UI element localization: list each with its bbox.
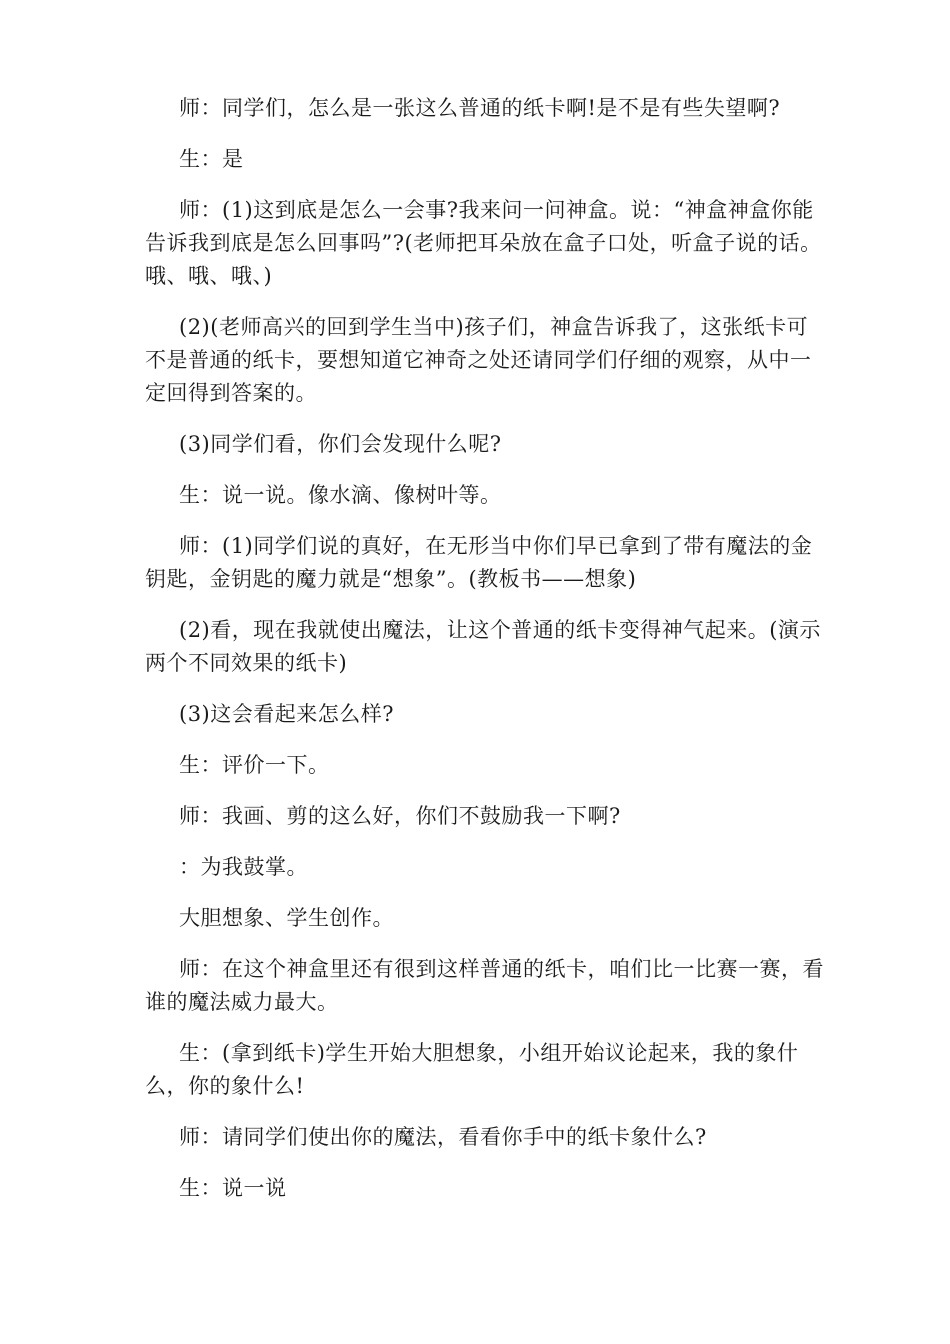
paragraph-student-evaluate: 生：评价一下。 <box>179 753 330 777</box>
document-body <box>145 92 825 1223</box>
paragraph-how-look: (3)这会看起来怎么样? <box>179 702 395 726</box>
paragraph-observe-question: (3)同学们看，你们会发现什么呢? <box>179 432 502 456</box>
paragraph-applause: ：为我鼓掌。 <box>179 855 308 879</box>
paragraph-teacher-ask-box: 师：(1)这到底是怎么一会事?我来问一问神盒。说：“神盒神盒你能告诉我到底是怎么回事吗”?(老师把耳朵放在盒子口处，听盒子说的话。哦、哦、哦、) <box>145 198 822 288</box>
paragraph-student-describe: 生：说一说。像水滴、像树叶等。 <box>179 483 502 507</box>
paragraph-teacher-contest: 师：在这个神盒里还有很到这样普通的纸卡，咱们比一比赛一赛，看谁的魔法威力最大。 <box>145 957 824 1014</box>
paragraph-student-answer: 生：是 <box>179 147 244 171</box>
paragraph-teacher-question: 师：同学们，怎么是一张这么普通的纸卡啊!是不是有些失望啊? <box>179 96 781 120</box>
paragraph-student-discussion: 生：(拿到纸卡)学生开始大胆想象，小组开始议论起来，我的象什么，你的象什么! <box>145 1041 799 1098</box>
paragraph-teacher-imagination: 师：(1)同学们说的真好，在无形当中你们早已拿到了带有魔法的金钥匙，金钥匙的魔力就是“想象”。(教板书——想象) <box>145 534 813 591</box>
paragraph-teacher-box-answer: (2)(老师高兴的回到学生当中)孩子们，神盒告诉我了，这张纸卡可不是普通的纸卡，要想知道它神奇之处还请同学们仔细的观察，从中一定回得到答案的。 <box>145 315 812 405</box>
paragraph-teacher-demo: (2)看，现在我就使出魔法，让这个普通的纸卡变得神气起来。(演示两个不同效果的纸卡) <box>145 618 821 675</box>
paragraph-student-share: 生：说一说 <box>179 1176 287 1200</box>
paragraph-teacher-magic: 师：请同学们使出你的魔法，看看你手中的纸卡象什么? <box>179 1125 707 1149</box>
paragraph-teacher-encourage: 师：我画、剪的这么好，你们不鼓励我一下啊? <box>179 804 621 828</box>
paragraph-creation-heading: 大胆想象、学生创作。 <box>179 906 394 930</box>
